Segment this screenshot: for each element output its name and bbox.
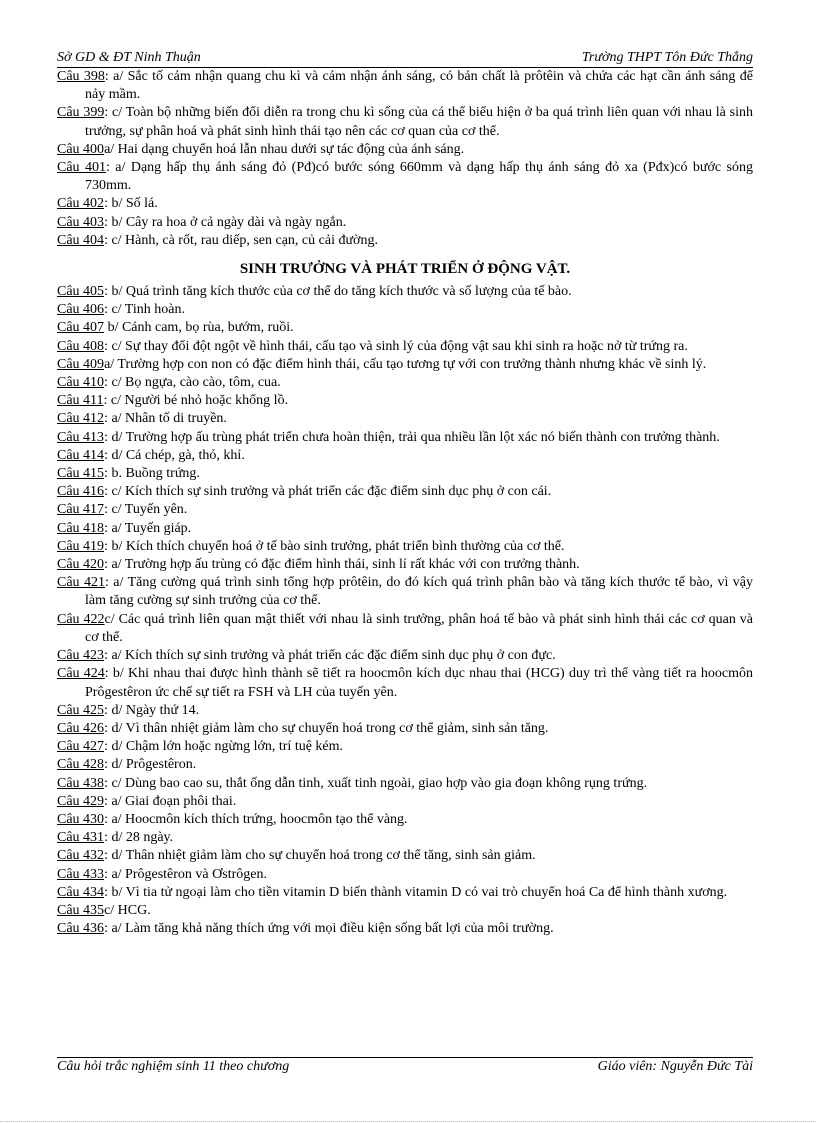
answer-text: : b/ Cây ra hoa ở cả ngày dài và ngày ngắn. xyxy=(104,214,347,230)
answer-entry xyxy=(57,483,753,501)
answer-entry xyxy=(57,720,753,738)
answer-text: : a/ Prôgestêron và Ơstrôgen. xyxy=(104,866,267,882)
footer-left: Câu hỏi trắc nghiệm sinh 11 theo chương xyxy=(57,1059,290,1074)
section-title: SINH TRƯỞNG VÀ PHÁT TRIỂN Ở ĐỘNG VẬT. xyxy=(239,261,571,278)
answer-entry xyxy=(57,283,753,301)
answer-entry xyxy=(57,793,753,811)
answer-entry xyxy=(57,902,753,920)
question-number: Câu 420 xyxy=(57,557,105,573)
answer-entry xyxy=(57,866,753,884)
answer-entry xyxy=(57,410,753,428)
answer-text: : a/ Nhân tố di truyền. xyxy=(104,411,227,427)
answer-entry xyxy=(57,429,753,447)
answer-entry xyxy=(57,775,753,793)
answer-text: : c/ Kích thích sự sinh trưởng và phát triển các đặc điểm sinh dục phụ ở con cái. xyxy=(104,484,552,500)
answer-text: : d/ Prôgestêron. xyxy=(104,757,197,773)
question-number: Câu 435 xyxy=(57,902,105,918)
question-number: Câu 416 xyxy=(57,484,105,500)
answer-text: : b/ Quá trình tăng kích thước của cơ thể do tăng kích thước và số lượng của tế bào. xyxy=(104,284,572,300)
answer-text: a/ Trường hợp con non có đặc điểm hình thái, cấu tạo tương tự với con trưởng thành nhưng khác về sinh lý. xyxy=(104,356,707,372)
answers-animal-section xyxy=(57,283,753,938)
answer-entry xyxy=(57,159,753,195)
answers-plant-section xyxy=(57,68,753,250)
question-number: Câu 409 xyxy=(57,356,105,372)
answer-text: : c/ Sự thay đổi đột ngột về hình thái, cấu tạo và sinh lý của động vật sau khi sinh ra hoặc nở từ trứng ra. xyxy=(104,338,688,354)
answer-text: : a/ Tuyến giáp. xyxy=(104,520,192,536)
answer-text: : d/ Cá chép, gà, thỏ, khỉ. xyxy=(104,447,245,463)
answer-text: : b/ Kích thích chuyển hoá ở tế bào sinh trưởng, phát triển bình thường của cơ thể. xyxy=(104,538,565,554)
answer-text: : b/ Số lá. xyxy=(104,196,158,212)
question-number: Câu 429 xyxy=(57,793,105,809)
answer-entry xyxy=(57,104,753,140)
answer-text: : a/ Kích thích sự sinh trưởng và phát triển các đặc điểm sinh dục phụ ở con đực. xyxy=(104,648,556,664)
question-number: Câu 413 xyxy=(57,429,105,445)
question-number: Câu 415 xyxy=(57,466,105,482)
answer-text: b/ Cánh cam, bọ rùa, bướm, ruồi. xyxy=(104,320,294,336)
answer-entry xyxy=(57,68,753,104)
question-number: Câu 418 xyxy=(57,520,105,536)
answer-entry xyxy=(57,574,753,610)
answer-text: : a/ Hoocmôn kích thích trứng, hoocmôn tạo thể vàng. xyxy=(104,811,408,827)
answer-text: : a/ Sắc tố cảm nhận quang chu kì và cảm nhận ánh sáng, có bản chất là prôtêin và chứa các hạt cần ánh sáng để nảy mầm. xyxy=(85,69,753,103)
answer-text: : c/ Tinh hoàn. xyxy=(104,302,185,318)
question-number: Câu 438 xyxy=(57,775,105,791)
answer-text: : c/ Dùng bao cao su, thắt ống dẫn tinh, xuất tinh ngoài, giao hợp vào gia đoạn không rụng trứng. xyxy=(104,775,648,791)
answer-text: : c/ Tuyến yên. xyxy=(104,502,188,518)
answer-text: : a/ Dạng hấp thụ ánh sáng đỏ (Pđ)có bước sóng 660mm và dạng hấp thụ ánh sáng đỏ xa (Pđx)có bước sóng 730mm. xyxy=(85,160,753,194)
answer-entry xyxy=(57,338,753,356)
question-number: Câu 427 xyxy=(57,739,105,755)
footer-right: Giáo viên: Nguyễn Đức Tài xyxy=(597,1059,753,1074)
answer-text: : c/ Người bé nhỏ hoặc khổng lồ. xyxy=(103,393,289,409)
answer-entry xyxy=(57,392,753,410)
answer-entry xyxy=(57,611,753,647)
answer-text: : d/ Thân nhiệt giảm làm cho sự chuyển hoá trong cơ thể tăng, sinh sản giảm. xyxy=(104,848,536,864)
question-number: Câu 405 xyxy=(57,284,105,300)
answer-entry xyxy=(57,829,753,847)
answer-text: : b. Buồng trứng. xyxy=(104,466,200,482)
answer-text: : a/ Tăng cường quá trình sinh tổng hợp prôtêin, do đó kích quá trình phân bào và tăng kích thước tế bào, vì vậy làm tăng cường sự sinh trưởng của cơ thể. xyxy=(85,575,753,609)
answer-entry xyxy=(57,319,753,337)
question-number: Câu 408 xyxy=(57,338,105,354)
question-number: Câu 432 xyxy=(57,848,105,864)
question-number: Câu 411 xyxy=(57,393,104,409)
header-right: Trường THPT Tôn Đức Thắng xyxy=(581,50,753,65)
question-number: Câu 433 xyxy=(57,866,105,882)
question-number: Câu 402 xyxy=(57,196,105,212)
answer-entry xyxy=(57,232,753,250)
answer-text: c/ Các quá trình liên quan mật thiết với nhau là sinh trưởng, phân hoá tế bào và phát sinh hình thái các cơ quan và cơ thể. xyxy=(85,611,753,645)
question-number: Câu 419 xyxy=(57,538,105,554)
page-header xyxy=(57,50,753,68)
answer-text: : d/ Ngày thứ 14. xyxy=(104,702,200,718)
question-number: Câu 434 xyxy=(57,884,105,900)
answer-entry xyxy=(57,356,753,374)
question-number: Câu 404 xyxy=(57,232,105,248)
answer-entry xyxy=(57,501,753,519)
question-number: Câu 428 xyxy=(57,757,105,773)
question-number: Câu 425 xyxy=(57,702,105,718)
answer-entry xyxy=(57,738,753,756)
question-number: Câu 407 xyxy=(57,320,105,336)
answer-text: : d/ 28 ngày. xyxy=(104,830,174,846)
question-number: Câu 414 xyxy=(57,447,105,463)
answer-text: : a/ Giai đoạn phôi thai. xyxy=(104,793,237,809)
header-left: Sở GD & ĐT Ninh Thuận xyxy=(57,50,201,65)
answer-content xyxy=(57,68,753,938)
answer-entry xyxy=(57,556,753,574)
answer-text: c/ HCG. xyxy=(104,902,151,918)
question-number: Câu 422 xyxy=(57,611,105,627)
answer-entry xyxy=(57,847,753,865)
answer-text: : d/ Chậm lớn hoặc ngừng lớn, trí tuệ kém. xyxy=(104,739,344,755)
answer-text: : a/ Trường hợp ấu trùng có đặc điểm hình thái, sinh lí rất khác với con trưởng thành. xyxy=(104,557,580,573)
question-number: Câu 399 xyxy=(57,105,105,121)
answer-text: : b/ Vì tia tử ngoại làm cho tiền vitamin D biến thành vitamin D có vai trò chuyển hoá Ca để hình thành xương. xyxy=(104,884,728,900)
answer-text: : b/ Khi nhau thai được hình thành sẽ tiết ra hoocmôn kích dục nhau thai (HCG) duy trì thể vàng tiết ra hoocmôn Prôgestêron ức chế sự tiết ra FSH và LH của tuyến yên. xyxy=(85,666,753,700)
page-edge-divider xyxy=(0,1121,816,1122)
question-number: Câu 412 xyxy=(57,411,105,427)
answer-entry xyxy=(57,214,753,232)
answer-text: : c/ Toàn bộ những biến đổi diễn ra trong chu kì sống của cá thể biểu hiện ở ba quá trình liên quan với nhau là sinh trưởng, sự phân hoá và phát sinh hình thái tạo nên các cơ quan của cơ thể. xyxy=(85,105,753,139)
question-number: Câu 421 xyxy=(57,575,105,591)
answer-entry xyxy=(57,647,753,665)
answer-entry xyxy=(57,884,753,902)
answer-entry xyxy=(57,538,753,556)
question-number: Câu 431 xyxy=(57,830,105,846)
answer-entry xyxy=(57,301,753,319)
question-number: Câu 426 xyxy=(57,720,105,736)
answer-text: : d/ Vì thân nhiệt giảm làm cho sự chuyển hoá trong cơ thể giảm, sinh sản tăng. xyxy=(104,720,549,736)
answer-entry xyxy=(57,374,753,392)
answer-entry xyxy=(57,665,753,701)
question-number: Câu 403 xyxy=(57,214,105,230)
answer-entry xyxy=(57,141,753,159)
question-number: Câu 417 xyxy=(57,502,105,518)
answer-text: : c/ Hành, cà rốt, rau diếp, sen cạn, củ cải đường. xyxy=(104,232,378,248)
question-number: Câu 398 xyxy=(57,69,105,84)
question-number: Câu 436 xyxy=(57,921,105,937)
answer-entry xyxy=(57,920,753,938)
answer-text: a/ Hai dạng chuyển hoá lẫn nhau dưới sự tác động của ánh sáng. xyxy=(104,141,465,157)
answer-entry xyxy=(57,756,753,774)
answer-entry xyxy=(57,195,753,213)
page-footer xyxy=(57,1057,753,1075)
question-number: Câu 423 xyxy=(57,648,105,664)
answer-text: : d/ Trường hợp ấu trùng phát triển chưa hoàn thiện, trải qua nhiều lần lột xác nó biến thành con trưởng thành. xyxy=(104,429,720,445)
answer-entry xyxy=(57,465,753,483)
answer-text: : a/ Làm tăng khả năng thích ứng với mọi điều kiện sống bất lợi của môi trường. xyxy=(104,921,554,937)
question-number: Câu 424 xyxy=(57,666,105,682)
answer-entry xyxy=(57,447,753,465)
answer-entry xyxy=(57,520,753,538)
question-number: Câu 406 xyxy=(57,302,105,318)
question-number: Câu 410 xyxy=(57,375,105,391)
answer-text: : c/ Bọ ngựa, cào cào, tôm, cua. xyxy=(104,375,281,391)
answer-entry xyxy=(57,811,753,829)
answer-entry xyxy=(57,702,753,720)
question-number: Câu 430 xyxy=(57,811,105,827)
question-number: Câu 400 xyxy=(57,141,105,157)
question-number: Câu 401 xyxy=(57,160,106,176)
